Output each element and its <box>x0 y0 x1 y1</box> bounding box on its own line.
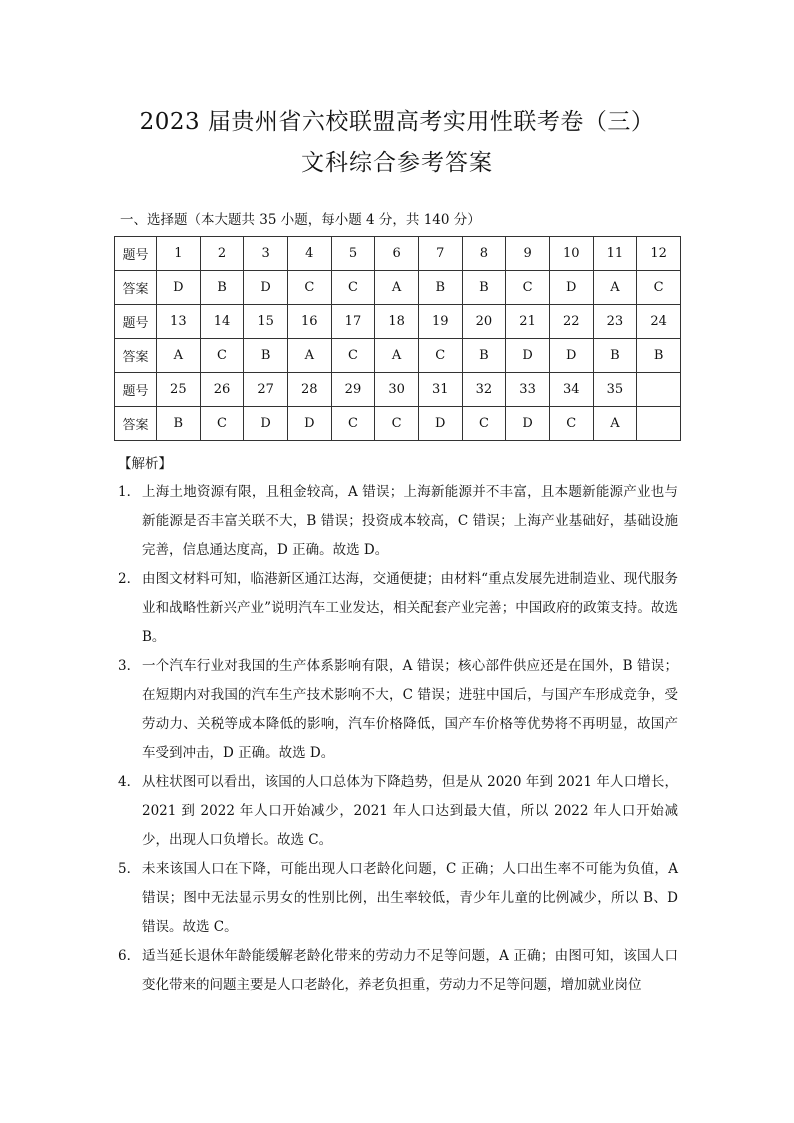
table-cell: 20 <box>462 305 506 339</box>
table-cell: 4 <box>287 237 331 271</box>
table-cell: 5 <box>331 237 375 271</box>
table-cell: D <box>287 407 331 441</box>
item-number: 4． <box>118 774 141 790</box>
table-cell: 17 <box>331 305 375 339</box>
table-cell: C <box>462 407 506 441</box>
row-label: 题号 <box>115 237 157 271</box>
list-item <box>118 652 678 768</box>
table-cell: D <box>418 407 462 441</box>
item-text: 适当延长退休年龄能缓解老龄化带来的劳动力不足等问题，A 正确；由图可知，该国人口变化带来的问题主要是人口老龄化，养老负担重，劳动力不足等问题，增加就业岗位 <box>142 948 678 993</box>
table-cell: 1 <box>157 237 201 271</box>
table-cell: A <box>157 339 201 373</box>
table-cell: C <box>287 271 331 305</box>
table-cell: D <box>506 407 550 441</box>
table-cell: 23 <box>593 305 637 339</box>
table-cell: 12 <box>637 237 681 271</box>
table-cell: A <box>593 271 637 305</box>
row-label: 答案 <box>115 339 157 373</box>
item-number: 2． <box>118 571 141 587</box>
table-cell: D <box>549 339 593 373</box>
item-number: 6． <box>118 948 141 964</box>
list-item <box>118 565 678 652</box>
row-label: 题号 <box>115 373 157 407</box>
table-row <box>115 305 681 339</box>
table-cell: 24 <box>637 305 681 339</box>
table-cell: 13 <box>157 305 201 339</box>
item-text: 上海土地资源有限，且租金较高，A 错误；上海新能源并不丰富，且本题新能源产业也与新能源是否丰富关联不大，B 错误；投资成本较高，C 错误；上海产业基础好，基础设施完善，信息通达度高，D 正确。故选 D。 <box>142 484 678 558</box>
table-cell: 10 <box>549 237 593 271</box>
table-row <box>115 339 681 373</box>
row-label: 答案 <box>115 271 157 305</box>
table-cell: C <box>331 407 375 441</box>
document-title: 2023 届贵州省六校联盟高考实用性联考卷（三） <box>139 109 655 135</box>
table-row <box>115 407 681 441</box>
table-cell: D <box>244 271 288 305</box>
table-cell: 16 <box>287 305 331 339</box>
table-cell: 34 <box>549 373 593 407</box>
table-cell: C <box>506 271 550 305</box>
table-cell: C <box>200 339 244 373</box>
table-cell: 35 <box>593 373 637 407</box>
table-cell: C <box>418 339 462 373</box>
table-row <box>115 271 681 305</box>
table-cell: 7 <box>418 237 462 271</box>
answer-table <box>114 236 681 441</box>
table-cell: C <box>637 271 681 305</box>
table-cell: 2 <box>200 237 244 271</box>
table-cell: D <box>244 407 288 441</box>
section-heading: 一、选择题（本大题共 35 小题，每小题 4 分，共 140 分） <box>120 212 481 228</box>
document-subtitle: 文科综合参考答案 <box>301 150 493 176</box>
table-cell <box>637 407 681 441</box>
table-cell: C <box>375 407 419 441</box>
table-cell: B <box>462 339 506 373</box>
table-cell: 22 <box>549 305 593 339</box>
item-text: 一个汽车行业对我国的生产体系影响有限，A 错误；核心部件供应还是在国外，B 错误；在短期内对我国的汽车生产技术影响不大，C 错误；进驻中国后，与国产车形成竞争，受劳动力、关税等成本降低的影响，汽车价格降低，国产车价格等优势将不再明显，故国产车受到冲击，D 正确。故选 D。 <box>142 658 678 761</box>
table-cell: 25 <box>157 373 201 407</box>
table-cell: B <box>200 271 244 305</box>
table-cell: C <box>331 271 375 305</box>
table-cell: B <box>157 407 201 441</box>
row-label: 答案 <box>115 407 157 441</box>
table-cell: 29 <box>331 373 375 407</box>
table-cell: 9 <box>506 237 550 271</box>
item-number: 5． <box>118 861 141 877</box>
table-cell: C <box>200 407 244 441</box>
list-item <box>118 478 678 565</box>
table-cell: A <box>375 339 419 373</box>
table-cell: 26 <box>200 373 244 407</box>
item-text: 从柱状图可以看出，该国的人口总体为下降趋势，但是从 2020 年到 2021 年人口增长，2021 到 2022 年人口开始减少，2021 年人口达到最大值，所以 2022 年人口开始减少，出现人口负增长。故选 C。 <box>142 774 678 848</box>
row-label: 题号 <box>115 305 157 339</box>
table-cell: 32 <box>462 373 506 407</box>
table-cell: 18 <box>375 305 419 339</box>
table-cell: 30 <box>375 373 419 407</box>
item-text: 由图文材料可知，临港新区通江达海，交通便捷；由材料“重点发展先进制造业、现代服务业和战略性新兴产业”说明汽车工业发达，相关配套产业完善；中国政府的政策支持。故选 B。 <box>142 571 678 645</box>
table-cell: C <box>331 339 375 373</box>
list-item <box>118 768 678 855</box>
table-row <box>115 373 681 407</box>
table-cell: D <box>157 271 201 305</box>
table-cell: 19 <box>418 305 462 339</box>
table-cell: C <box>549 407 593 441</box>
table-cell: B <box>593 339 637 373</box>
table-cell: 14 <box>200 305 244 339</box>
item-number: 3． <box>118 658 141 674</box>
table-cell: 31 <box>418 373 462 407</box>
table-cell: B <box>462 271 506 305</box>
table-cell: 8 <box>462 237 506 271</box>
table-cell <box>637 373 681 407</box>
table-cell: 6 <box>375 237 419 271</box>
table-cell: A <box>287 339 331 373</box>
table-row <box>115 237 681 271</box>
table-cell: D <box>506 339 550 373</box>
table-cell: 27 <box>244 373 288 407</box>
item-number: 1． <box>118 484 141 500</box>
table-cell: 33 <box>506 373 550 407</box>
table-cell: B <box>418 271 462 305</box>
table-cell: 11 <box>593 237 637 271</box>
list-item <box>118 855 678 942</box>
analysis-label: 【解析】 <box>118 456 172 472</box>
table-cell: 28 <box>287 373 331 407</box>
item-text: 未来该国人口在下降，可能出现人口老龄化问题，C 正确；人口出生率不可能为负值，A 错误；图中无法显示男女的性别比例，出生率较低，青少年儿童的比例减少，所以 B、D 错误。故选 C。 <box>142 861 678 935</box>
table-cell: 3 <box>244 237 288 271</box>
table-cell: A <box>375 271 419 305</box>
table-cell: B <box>244 339 288 373</box>
table-cell: D <box>549 271 593 305</box>
table-cell: 21 <box>506 305 550 339</box>
analysis-list <box>118 478 678 1000</box>
table-cell: A <box>593 407 637 441</box>
table-cell: 15 <box>244 305 288 339</box>
list-item <box>118 942 678 1000</box>
table-cell: B <box>637 339 681 373</box>
